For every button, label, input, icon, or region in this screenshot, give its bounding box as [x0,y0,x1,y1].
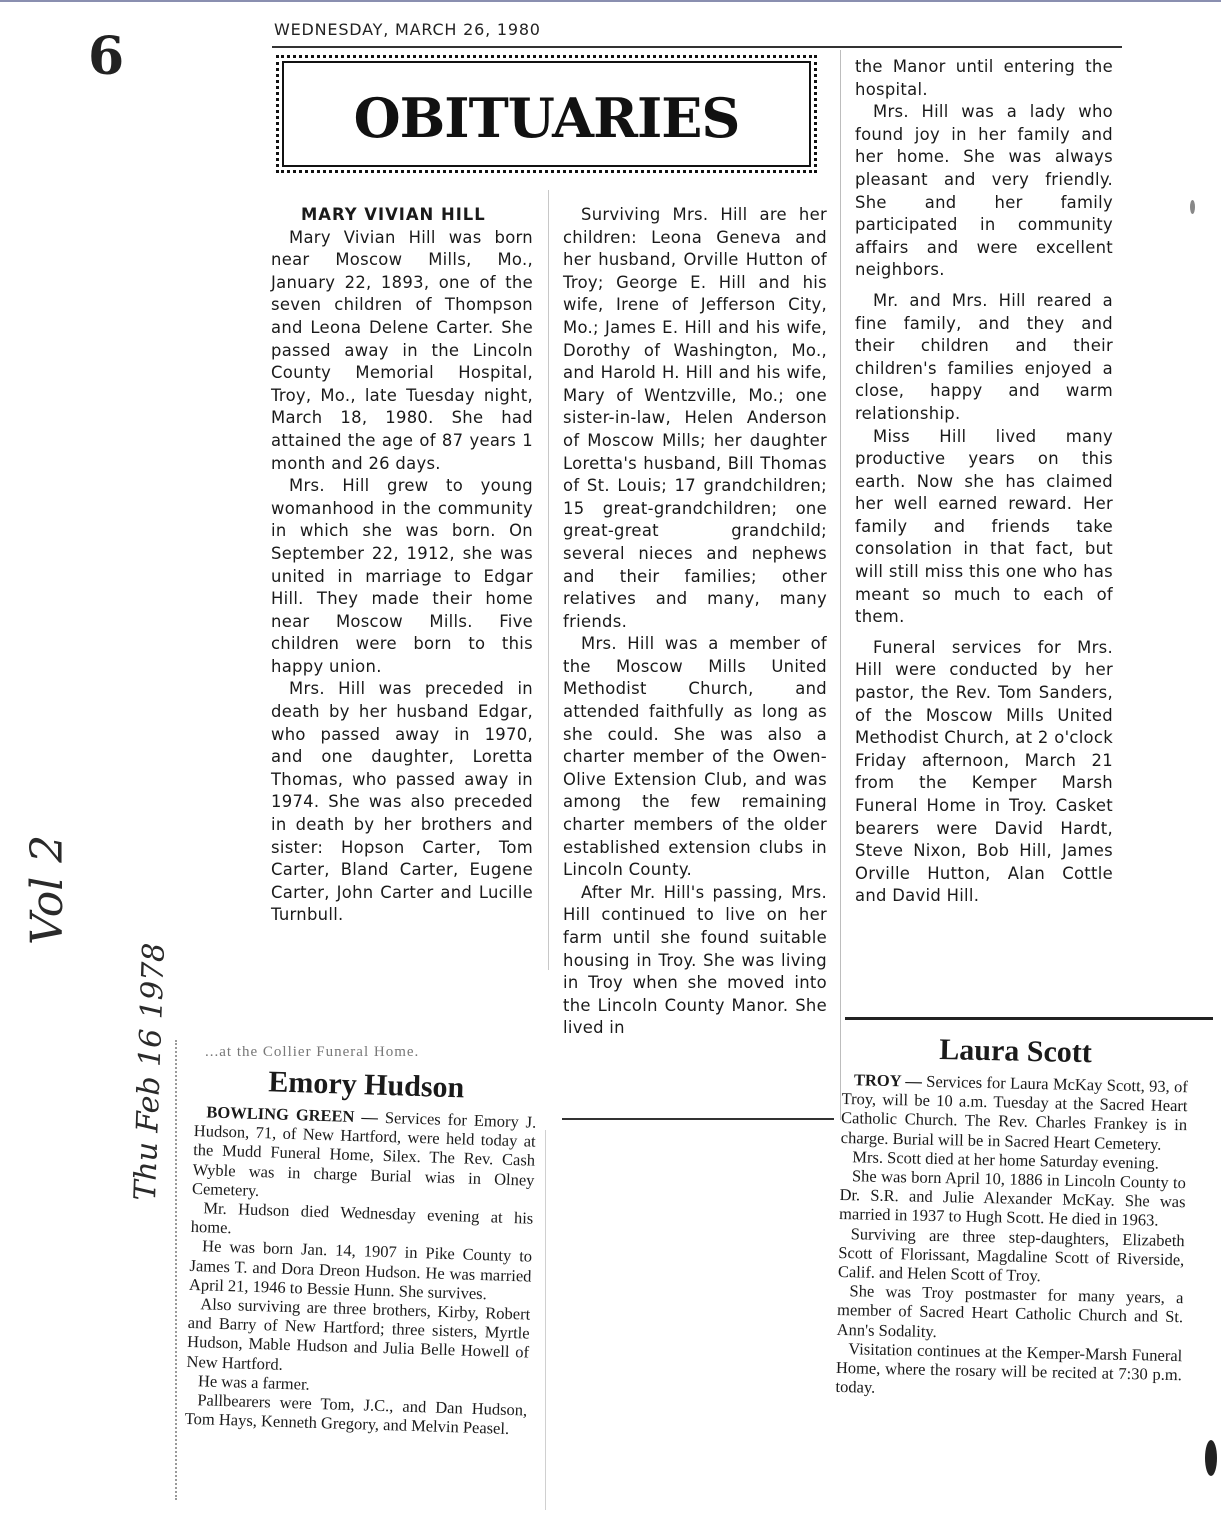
article-end-rule [562,1118,834,1120]
column-divider [548,190,549,970]
page-number: 6 [88,26,125,87]
paragraph: Mrs. Hill was preceded in death by her husband Edgar, who passed away in 1970, and one daughter, Loretta Thomas, who passed away in 1974. She was also preceded in death by her brothers and sister: Hopson Carter, Tom Carter, Bland Carter, Eugene Carter, John Carter and Lucille Turnbull. [271,679,533,925]
paragraph: He was a farmer. [197,1371,311,1394]
scan-edge [0,0,1221,2]
paragraph: Mrs. Hill grew to young womanhood in the community in which she was born. On September 22, 1912, she was united in marriage to Edgar Hill. They made their home near Moscow Mills. Five children were born to this happy union. [271,476,533,676]
section-title: OBITUARIES [353,86,740,150]
paragraph: He was born Jan. 14, 1907 in Pike County to James T. and Dora Dreon Hudson. He was married April 21, 1946 to Bessie Hunn. She survives. [188,1236,533,1304]
mary-hill-column-3 [855,56,1113,908]
obituary-title: Emory Hudson [267,1065,465,1105]
dateline-rule [272,46,1122,48]
obituary-heading: MARY VIVIAN HILL [301,205,486,224]
obituary-title: Laura Scott [939,1033,1093,1070]
paragraph: Pallbearers were Tom, J.C., and Dan Hudson, Tom Hays, Kenneth Gregory, and Melvin Peasel. [184,1390,528,1439]
newspaper-dateline: WEDNESDAY, MARCH 26, 1980 [274,20,541,39]
laura-scott-clipping [835,1030,1189,1404]
clipping-edge [545,1130,547,1510]
paragraph [841,1070,1189,1154]
paragraph: Miss Hill lived many productive years on this earth. Now she has claimed her well earned reward. Her family and friends take consolation in that fact, but will still miss this one who has meant so much to each of them. [855,426,1113,627]
paragraph: Mrs. Hill was a lady who found joy in her family and her home. She was always pleasant and very friendly. She and her family participated in community affairs and were excellent neighbors. [855,102,1113,280]
paragraph: After Mr. Hill's passing, Mrs. Hill continued to live on her farm until she found suitable housing in Troy. She was living in Troy when she moved into the Lincoln County Manor. She lived in [563,882,827,1038]
paragraph: Funeral services for Mrs. Hill were conducted by her pastor, the Rev. Tom Sanders, of the Moscow Mills United Methodist Church, at 2 o'clock Friday afternoon, March 21 from the Kemper Marsh Funeral Home in Troy. Casket bearers were David Hardt, Steve Nixon, Bob Hill, James Orville Hutton, Alan Cottle and David Hill. [855,637,1113,906]
emory-hudson-clipping [184,1062,537,1439]
scan-smudge [1190,200,1195,214]
clipping-top-rule [845,1017,1213,1020]
paragraph: She was born April 10, 1886 in Lincoln County to Dr. S.R. and Julie Alexander McKay. She was married in 1937 to Hugh Scott. He died in 1963. [838,1166,1187,1231]
dateline: TROY — [853,1070,923,1091]
column-divider [840,50,841,1120]
paragraph [192,1102,537,1209]
clipping-edge [175,1040,178,1500]
paragraph: Surviving are three step-daughters, Elizabeth Scott of Florissant, Magdaline Scott of Riverside, Calif. and Helen Scott of Troy. [837,1223,1185,1286]
paragraph: Also surviving are three brothers, Kirby, Robert and Barry of New Hartford; three sisters, Myrtle Hudson, Mable Hudson and Julia Belle Howell of New Hartford. [186,1294,531,1374]
mary-hill-column-2 [563,204,827,1040]
scan-smudge [1205,1440,1217,1476]
paragraph: Visitation continues at the Kemper-Marsh Funeral Home, where the rosary will be recited at 7:30 p.m. today. [835,1339,1183,1398]
handwritten-date-note: Thu Feb 16 1978 [128,942,172,1202]
paragraph: Mrs. Scott died at her home Saturday evening. [852,1147,1160,1173]
paragraph: Mr. and Mrs. Hill reared a fine family, and they and their children and their children's families enjoyed a close, happy and warm relationship. [855,290,1113,423]
paragraph: Mr. Hudson died Wednesday evening at his home. [190,1198,534,1238]
paragraph: the Manor until entering the hospital. [855,57,1113,99]
dateline: BOWLING GREEN — [206,1102,379,1127]
paragraph: Mrs. Hill was a member of the Moscow Mills United Methodist Church, and attended faithfully as long as she could. She was also a charter member of the Owen-Olive Extension Club, and was among the few remaining charter members of the older established extension clubs in Lincoln County. [563,634,827,880]
paragraph-text: Services for Laura McKay Scott, 93, of Troy, will be 10 a.m. Tuesday at the Sacred Heart Catholic Church. The Rev. Charles Frankey is in charge. Burial will be in Sacred Heart Cemetery. [840,1071,1189,1154]
obituaries-banner [276,55,817,173]
paragraph: Mary Vivian Hill was born near Moscow Mills, Mo., January 22, 1893, one of the seven children of Thompson and Leona Delene Carter. She passed away in the Lincoln County Memorial Hospital, Troy, Mo., late Tuesday night, March 18, 1980. She had attained the age of 87 years 1 month and 26 days. [271,227,533,473]
mary-hill-column-1 [271,204,533,927]
paragraph: She was Troy postmaster for many years, a member of Sacred Heart Catholic Church and St. Ann's Sodality. [836,1281,1184,1341]
paragraph: Surviving Mrs. Hill are her children: Leona Geneva and her husband, Orville Hutton of Troy; George E. Hill and his wife, Irene of Jefferson City, Mo.; James E. Hill and his wife, Dorothy of Washington, Mo., and Harold H. Hill and his wife, Mary of Wentzville, Mo.; one sister-in-law, Helen Anderson of Moscow Mills; her daughter Loretta's husband, Bill Thomas of St. Louis; 17 grandchildren; 15 great-grandchildren; one great-great grandchild; several nieces and nephews and their families; other relatives and many, many friends. [563,205,827,631]
clipped-text-fragment: ...at the Collier Funeral Home. [205,1044,420,1060]
handwritten-volume-note: Vol 2 [22,834,73,945]
paragraph-text: Services for Emory J. Hudson, 71, of New Hartford, were held today at the Mudd Funeral Home, Silex. The Rev. Cash Wyble was in charge Burial wias in Olney Cemetery. [191,1107,537,1200]
